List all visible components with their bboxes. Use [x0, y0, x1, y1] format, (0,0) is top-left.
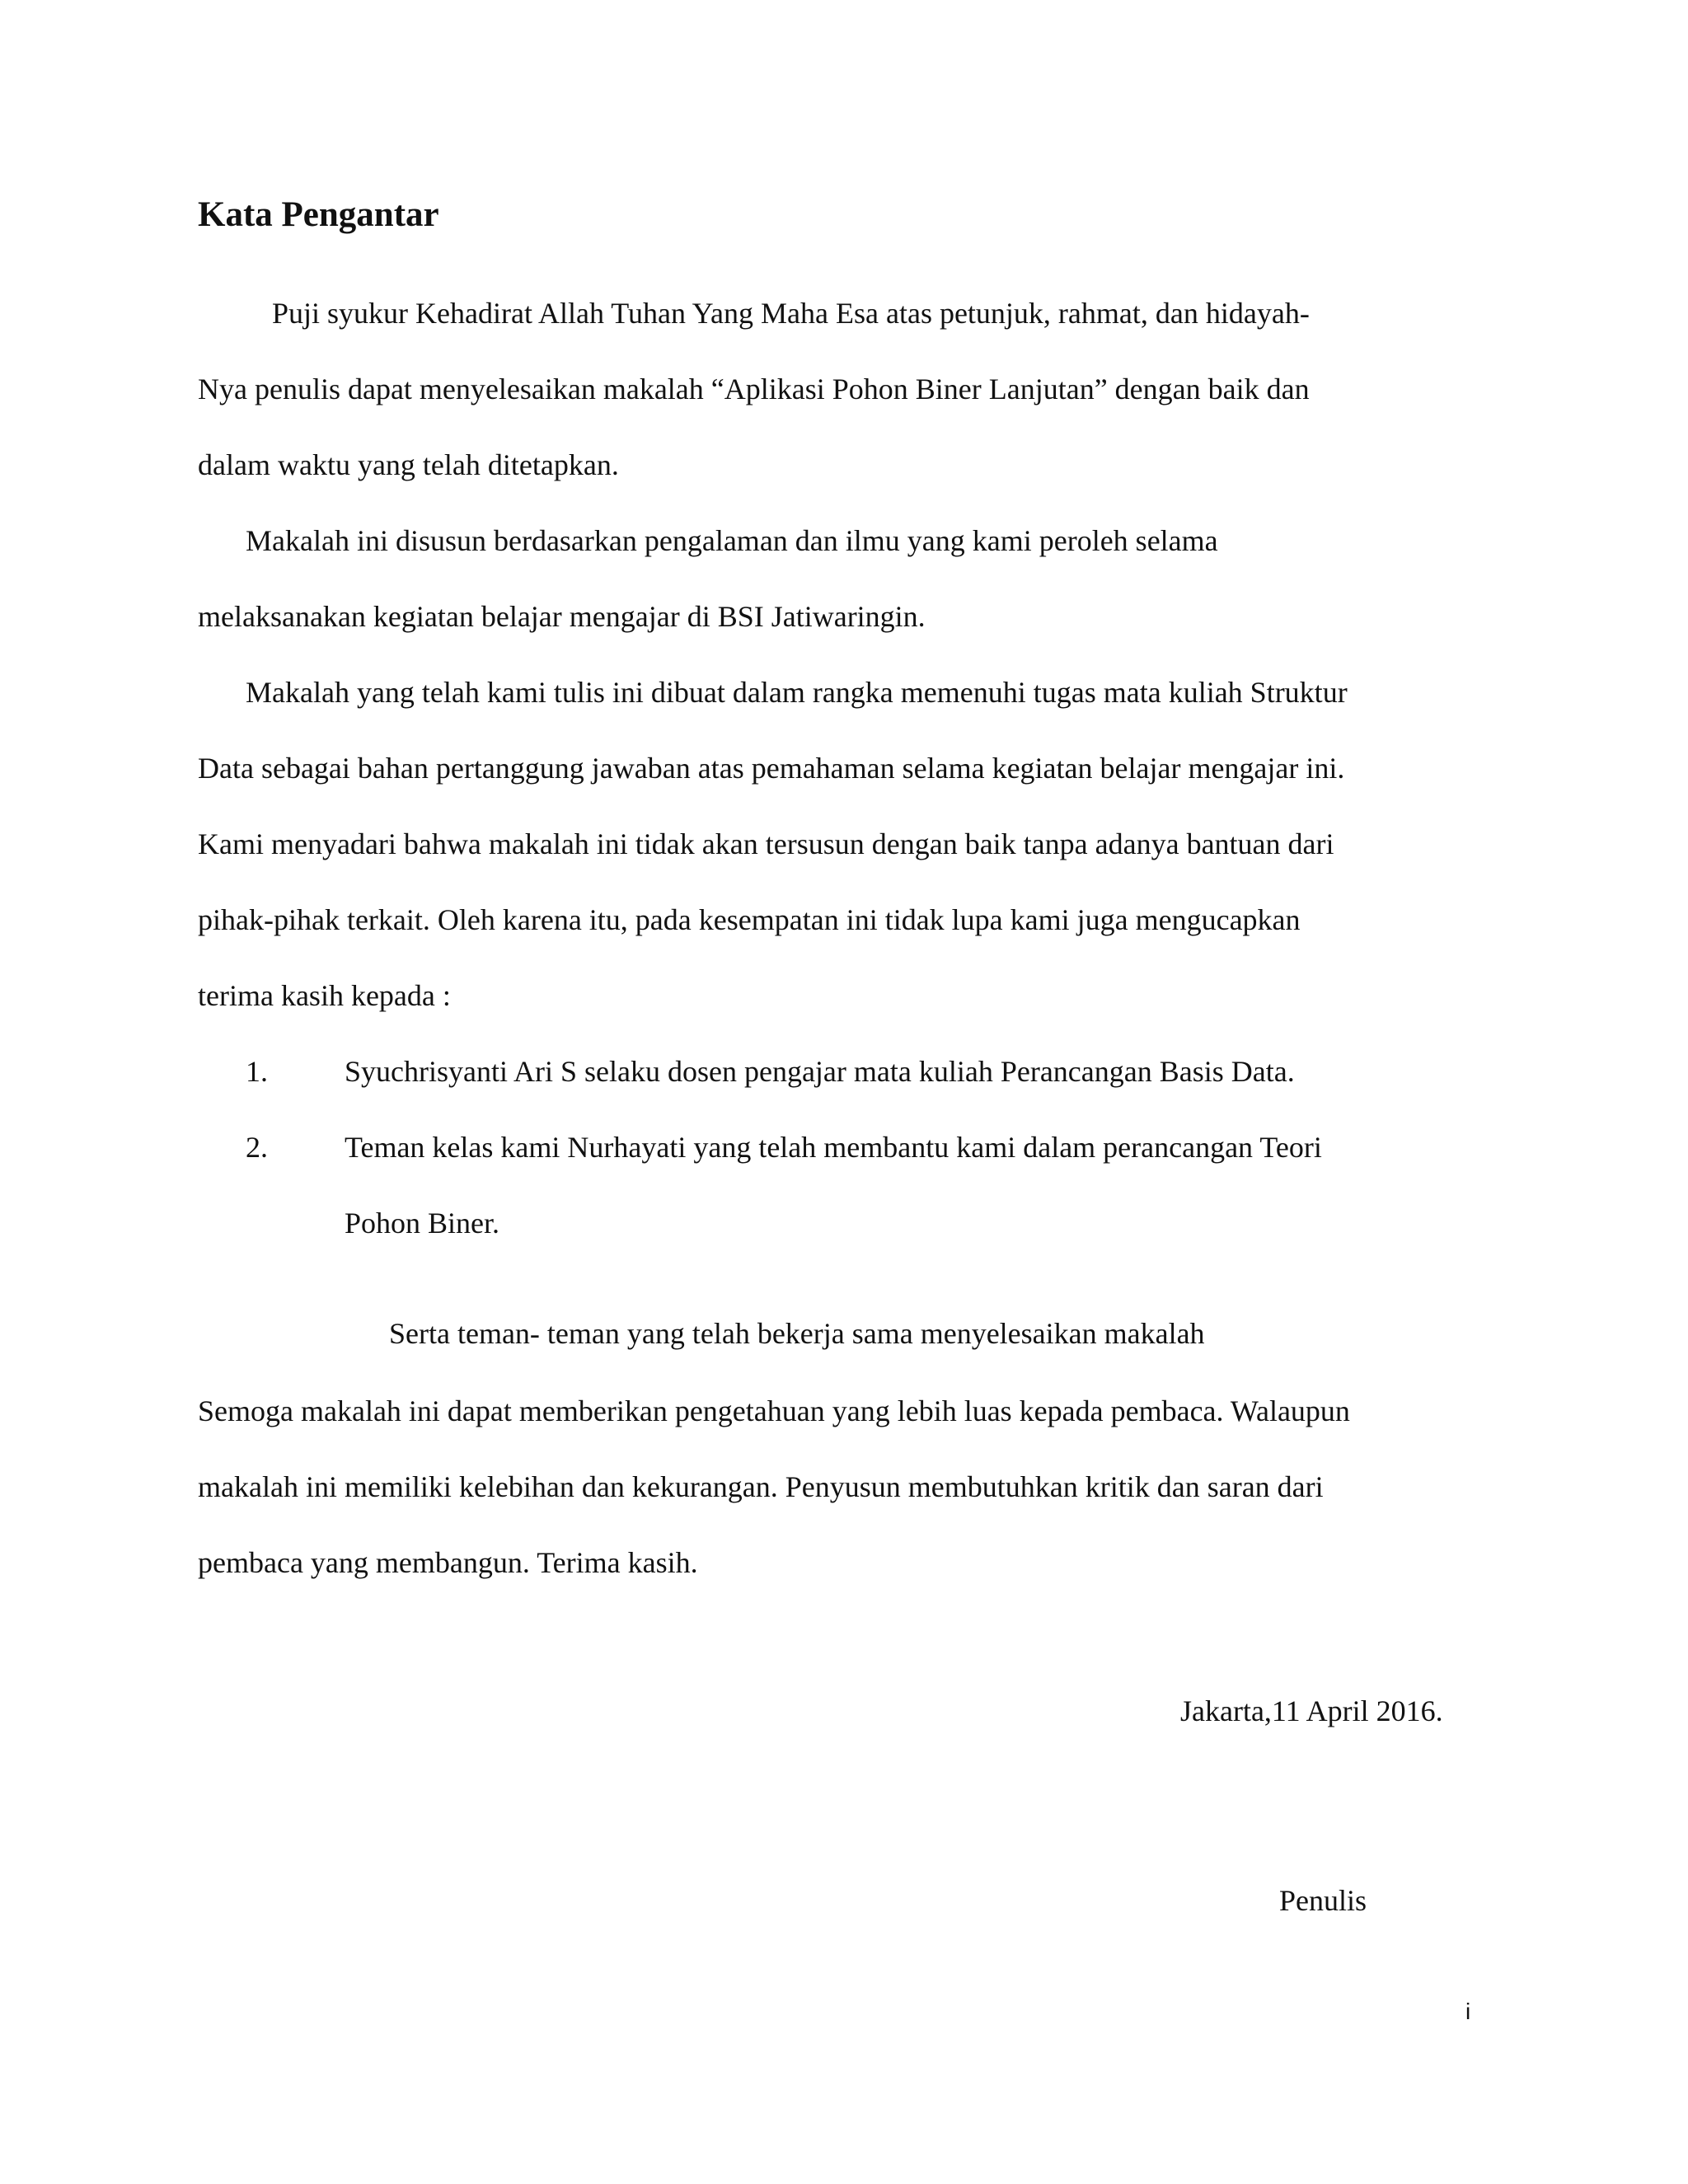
- signature: Penulis: [1279, 1884, 1367, 1917]
- closing-line3: pembaca yang membangun. Terima kasih.: [198, 1546, 698, 1579]
- paragraph1-line2: Nya penulis dapat menyelesaikan makalah “Aplikasi Pohon Biner Lanjutan” dengan baik dan: [198, 373, 1310, 405]
- paragraph3-line4: pihak-pihak terkait. Oleh karena itu, pada kesempatan ini tidak lupa kami juga mengucapkan: [198, 903, 1301, 936]
- paragraph1-line1: Puji syukur Kehadirat Allah Tuhan Yang Maha Esa atas petunjuk, rahmat, dan hidayah-: [272, 297, 1310, 330]
- closing-line2: makalah ini memiliki kelebihan dan kekurangan. Penyusun membutuhkan kritik dan saran dari: [198, 1470, 1324, 1503]
- closing-line1: Semoga makalah ini dapat memberikan pengetahuan yang lebih luas kepada pembaca. Walaupun: [198, 1394, 1350, 1427]
- paragraph2-line1: Makalah ini disusun berdasarkan pengalaman dan ilmu yang kami peroleh selama: [246, 524, 1218, 557]
- paragraph1-line3: dalam waktu yang telah ditetapkan.: [198, 448, 619, 481]
- thanks-line: Serta teman- teman yang telah bekerja sama menyelesaikan makalah: [389, 1317, 1205, 1350]
- paragraph3-line3: Kami menyadari bahwa makalah ini tidak akan tersusun dengan baik tanpa adanya bantuan dari: [198, 827, 1334, 860]
- list-item-2-text-line1: Teman kelas kami Nurhayati yang telah membantu kami dalam perancangan Teori: [345, 1131, 1322, 1164]
- place-date: Jakarta,11 April 2016.: [1180, 1694, 1443, 1727]
- list-item-2-text-line2: Pohon Biner.: [345, 1207, 500, 1240]
- paragraph2-line2: melaksanakan kegiatan belajar mengajar di BSI Jatiwaringin.: [198, 600, 926, 633]
- paragraph3-line1: Makalah yang telah kami tulis ini dibuat dalam rangka memenuhi tugas mata kuliah Struktur: [246, 676, 1348, 709]
- page-title: Kata Pengantar: [198, 195, 439, 234]
- page-number: i: [1465, 1999, 1471, 2024]
- list-item-1-text: Syuchrisyanti Ari S selaku dosen pengajar mata kuliah Perancangan Basis Data.: [345, 1055, 1295, 1088]
- paragraph3-line5: terima kasih kepada :: [198, 979, 451, 1012]
- list-item-2-number: 2.: [246, 1131, 268, 1164]
- paragraph3-line2: Data sebagai bahan pertanggung jawaban atas pemahaman selama kegiatan belajar mengajar ini.: [198, 752, 1345, 785]
- list-item-1-number: 1.: [246, 1055, 268, 1088]
